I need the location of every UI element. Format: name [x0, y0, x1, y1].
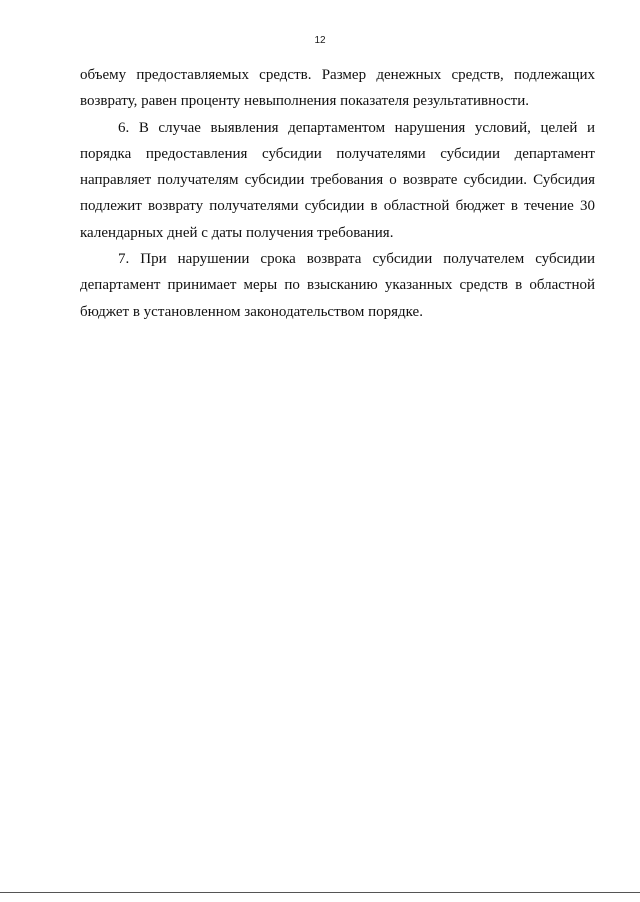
paragraph-item-7: 7. При нарушении срока возврата субсидии получателем субсидии департамент принимает меры по взысканию указанных средств в областной бюджет в установленном законодательством порядке. [80, 251, 595, 320]
paragraph-continuation: объему предоставляемых средств. Размер денежных средств, подлежащих возврату, равен проценту невыполнения показателя результативности. [80, 67, 595, 110]
scan-bottom-edge [0, 892, 640, 893]
paragraph-item-6: 6. В случае выявления департаментом нарушения условий, целей и порядка предоставления субсидии получателями субсидии департамент направляет получателям субсидии требования о возврате субсидии. Субсидия подлежит возврату получателями субсидии в областной бюджет в течение 30 календарных дней с даты получения требования. [80, 119, 595, 241]
document-body [80, 62, 595, 325]
page-number: 12 [314, 35, 326, 46]
